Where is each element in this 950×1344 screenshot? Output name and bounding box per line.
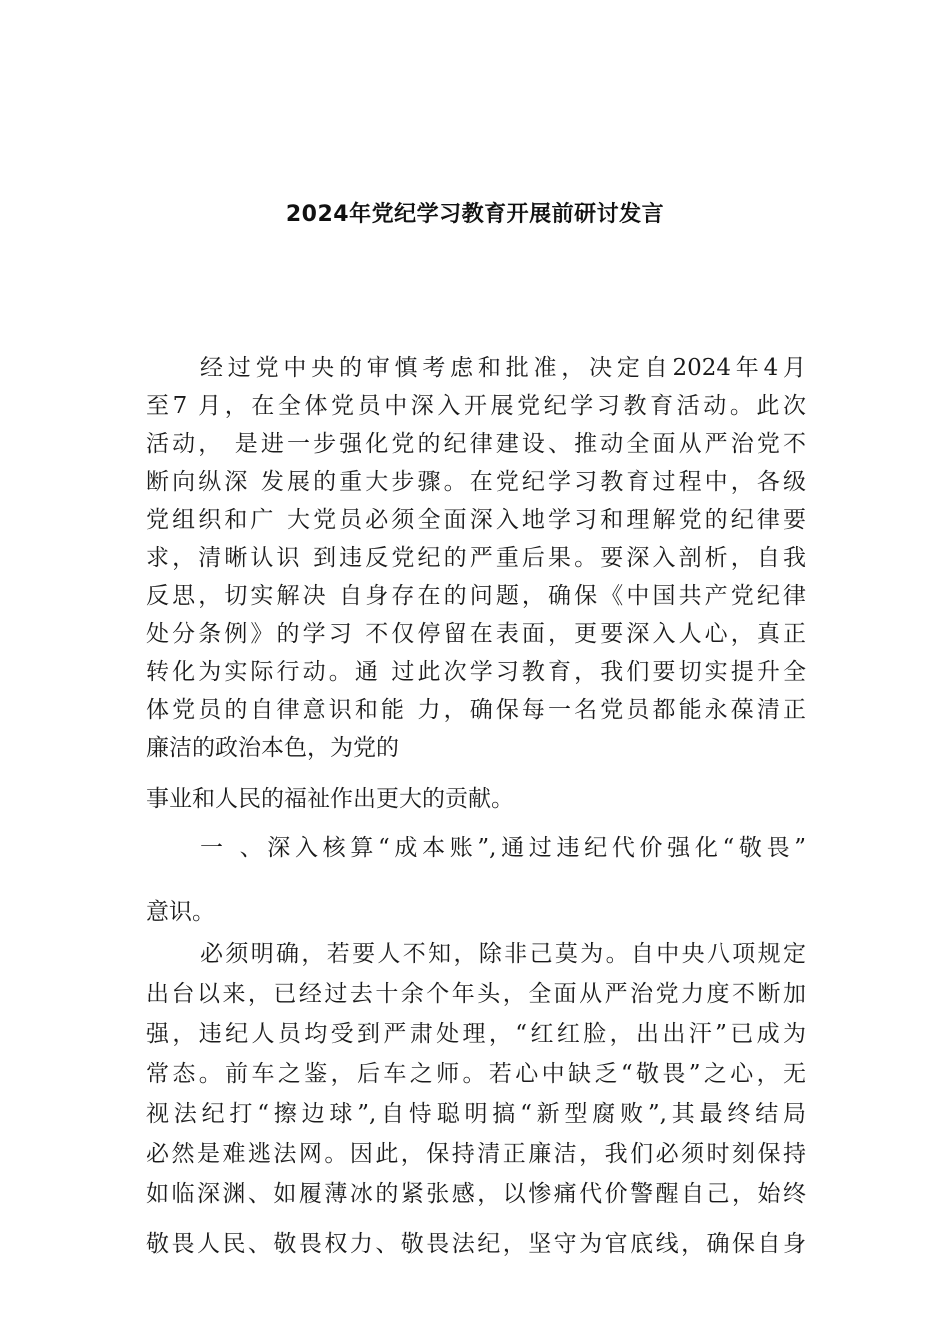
- section-heading-continued: 意识。: [146, 899, 215, 925]
- paragraph-line: 反思，切实解决 自身存在的问题，确保《中国共产党纪律: [146, 583, 806, 609]
- paragraph-line: 廉洁的政治本色，为党的: [146, 735, 399, 761]
- section-heading: 一 、深入核算“成本账”,通过违纪代价强化“敬畏”: [200, 835, 806, 861]
- paragraph-line: 如临深渊、如履薄冰的紧张感，以惨痛代价警醒自己，始终: [146, 1181, 806, 1207]
- paragraph-line: 活动， 是进一步强化党的纪律建设、推动全面从严治党不: [146, 431, 806, 457]
- paragraph-line: 党组织和广 大党员必须全面深入地学习和理解党的纪律要: [146, 507, 806, 533]
- paragraph-line: 体党员的自律意识和能 力，确保每一名党员都能永葆清正: [146, 697, 806, 723]
- paragraph-line: 必须明确，若要人不知，除非己莫为。自中央八项规定: [200, 941, 806, 967]
- paragraph-line: 处分条例》的学习 不仅停留在表面，更要深入人心，真正: [146, 621, 806, 647]
- paragraph-line: 常态。前车之鉴，后车之师。若心中缺乏“敬畏”之心，无: [146, 1061, 806, 1087]
- paragraph-line: 断向纵深 发展的重大步骤。在党纪学习教育过程中，各级: [146, 469, 806, 495]
- paragraph-line: 出台以来，已经过去十余个年头，全面从严治党力度不断加: [146, 981, 806, 1007]
- paragraph-line: 视法纪打“擦边球”,自恃聪明搞“新型腐败”,其最终结局: [146, 1101, 806, 1127]
- document-title: 2024年党纪学习教育开展前研讨发言: [285, 202, 665, 227]
- paragraph-line: 敬畏人民、敬畏权力、敬畏法纪，坚守为官底线，确保自身: [146, 1231, 806, 1257]
- paragraph-line: 求，清晰认识 到违反党纪的严重后果。要深入剖析，自我: [146, 545, 806, 571]
- paragraph-line: 强，违纪人员均受到严肃处理，“红红脸，出出汗”已成为: [146, 1021, 806, 1047]
- paragraph-line: 转化为实际行动。通 过此次学习教育，我们要切实提升全: [146, 659, 806, 685]
- paragraph-line: 必然是难逃法网。因此，保持清正廉洁，我们必须时刻保持: [146, 1141, 806, 1167]
- paragraph-line: 经过党中央的审慎考虑和批准，决定自2024年4月: [200, 355, 806, 381]
- paragraph-line: 事业和人民的福祉作出更大的贡献。: [146, 786, 514, 812]
- paragraph-line: 至7 月，在全体党员中深入开展党纪学习教育活动。此次: [146, 393, 806, 419]
